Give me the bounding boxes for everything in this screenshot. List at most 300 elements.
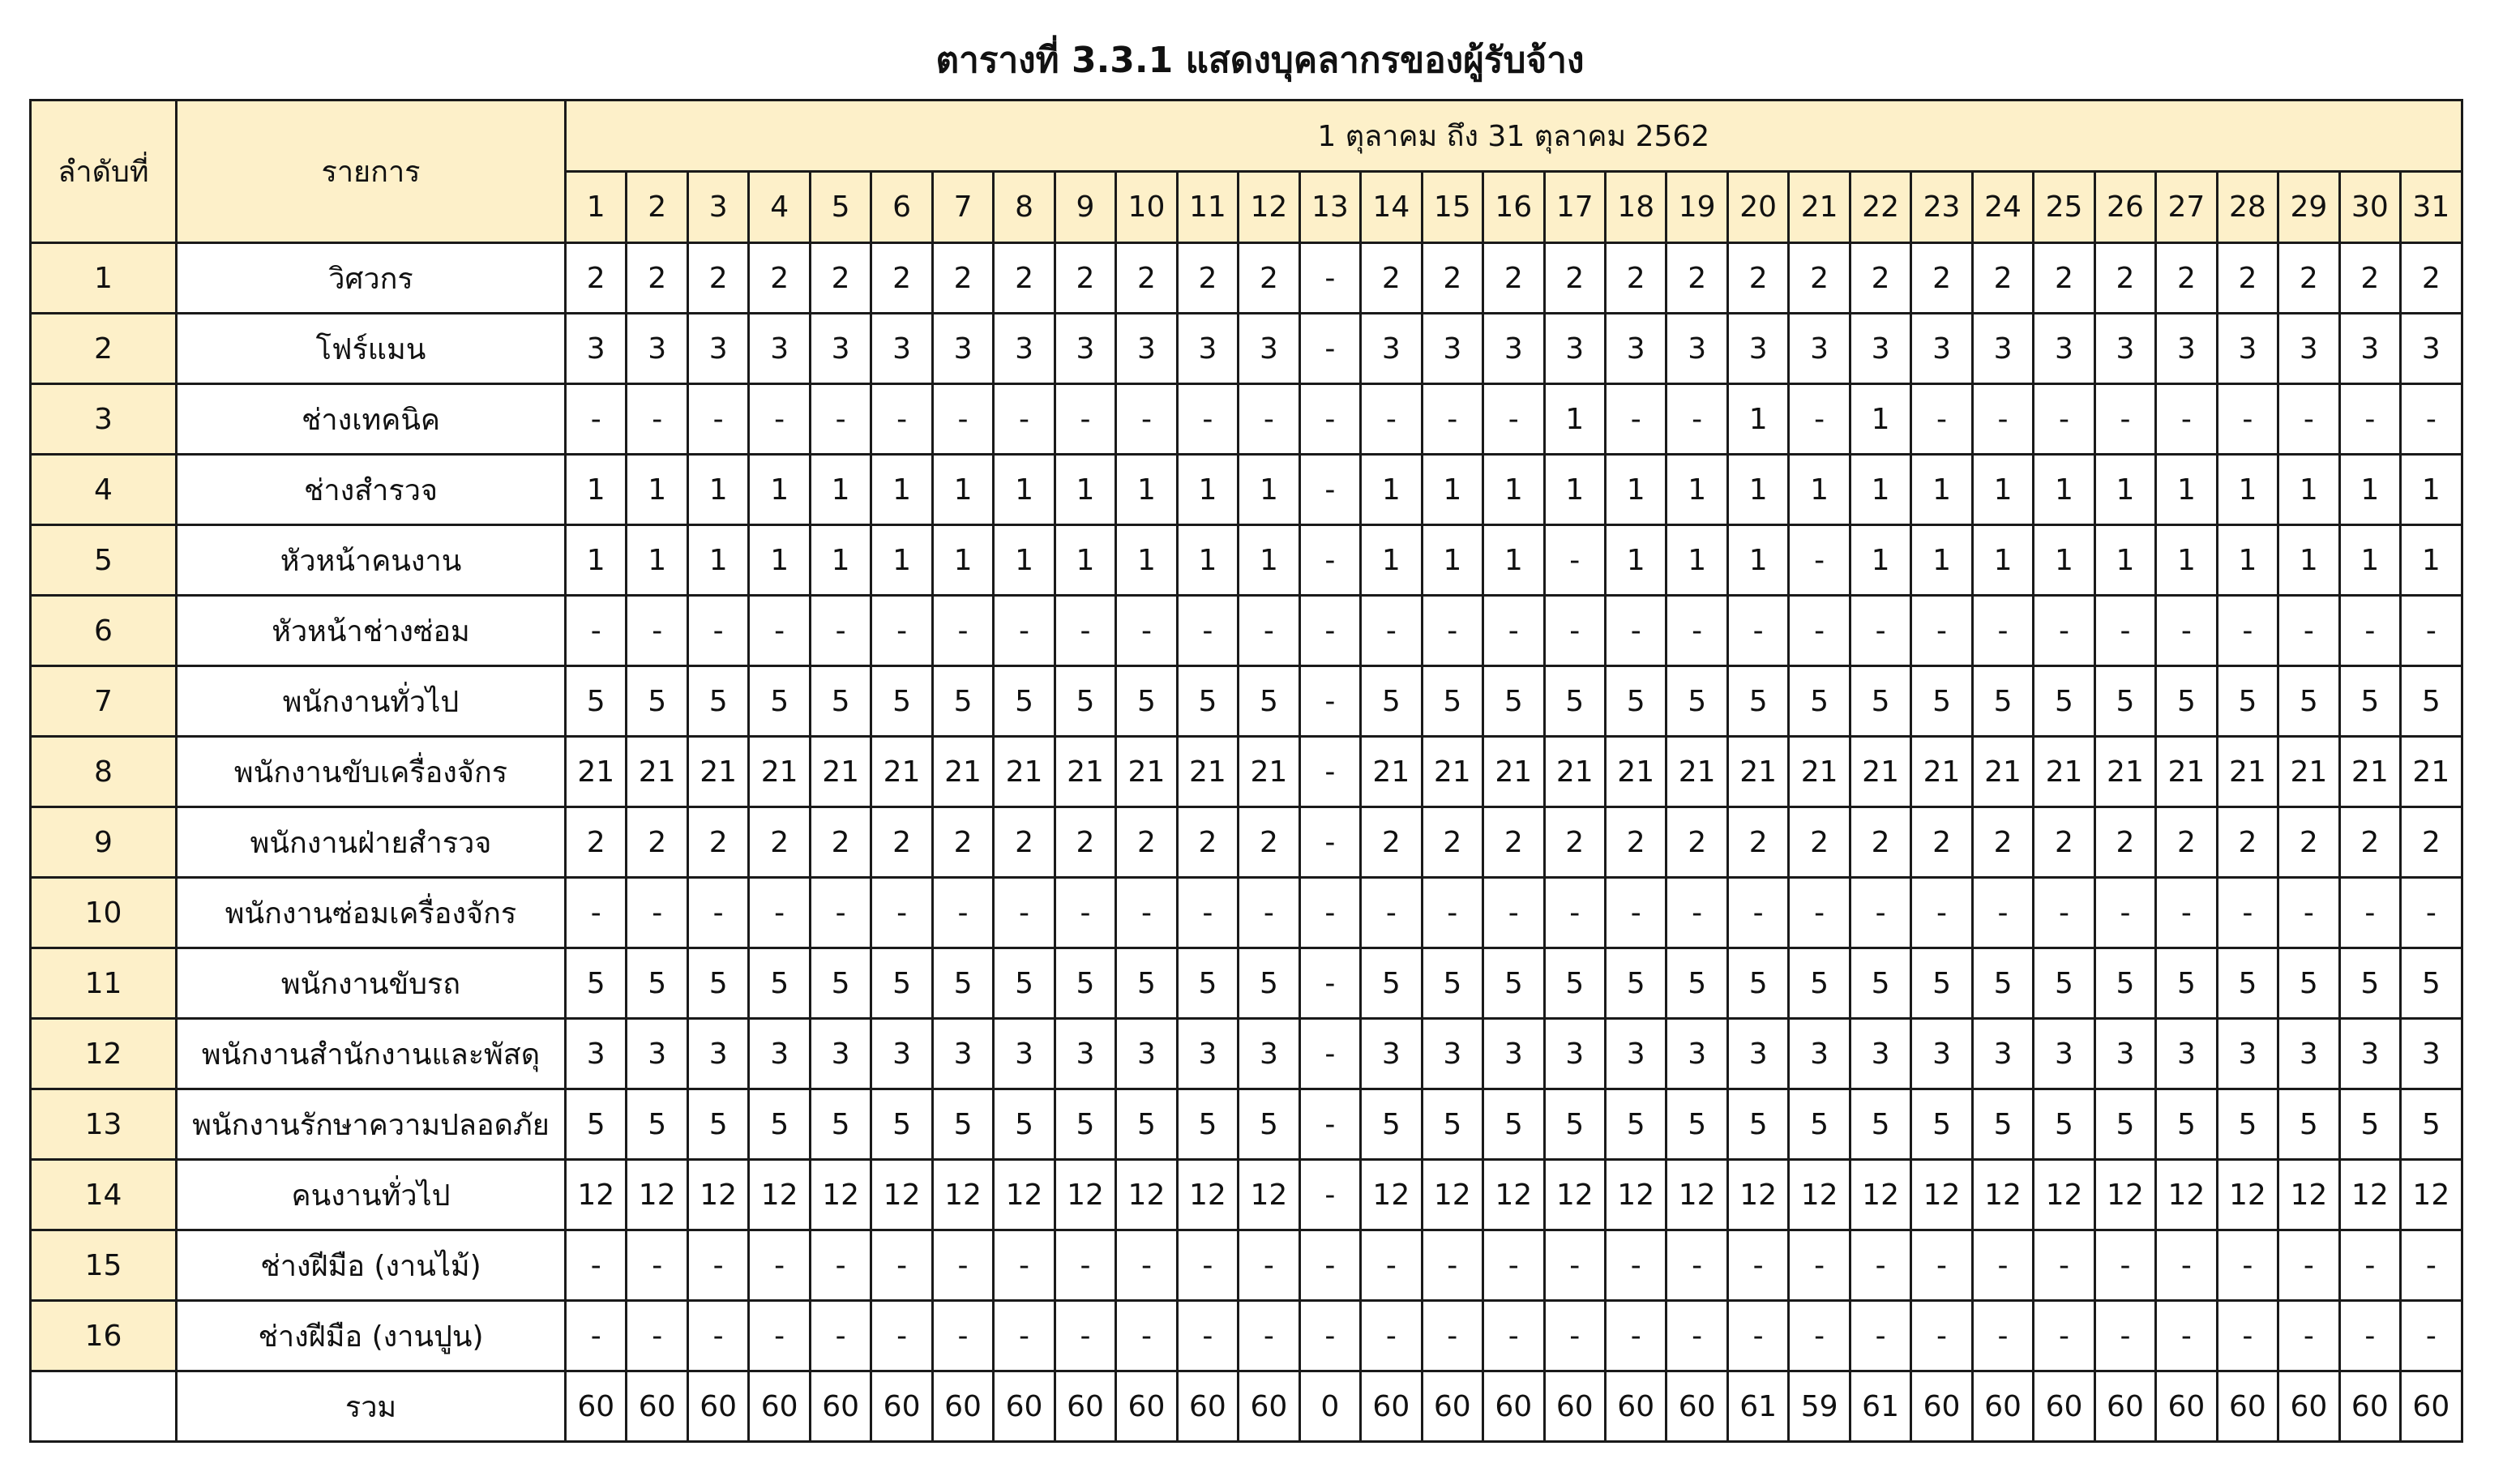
value-cell: - — [1911, 384, 1972, 455]
value-cell: 5 — [2401, 948, 2462, 1019]
total-row — [31, 1371, 2462, 1442]
day-header-22: 22 — [1850, 172, 1910, 243]
value-cell: 5 — [1727, 948, 1788, 1019]
value-cell: 1 — [1422, 525, 1482, 596]
value-cell: 1 — [1483, 455, 1544, 525]
value-cell: 5 — [1055, 1089, 1115, 1160]
value-cell: 12 — [749, 1160, 810, 1230]
row-item-label: วิศวกร — [177, 243, 566, 314]
table-row — [31, 1230, 2462, 1301]
value-cell: - — [1972, 1301, 2033, 1371]
total-value-cell: 60 — [2094, 1371, 2155, 1442]
value-cell: 12 — [1422, 1160, 1482, 1230]
total-value-cell: 60 — [687, 1371, 748, 1442]
value-cell: - — [810, 878, 871, 948]
value-cell: 2 — [1727, 243, 1788, 314]
total-label: รวม — [177, 1371, 566, 1442]
value-cell: - — [932, 1301, 993, 1371]
value-cell: - — [932, 1230, 993, 1301]
value-cell: 1 — [1605, 525, 1666, 596]
value-cell: 5 — [1483, 666, 1544, 737]
value-cell: - — [1727, 1230, 1788, 1301]
day-header-23: 23 — [1911, 172, 1972, 243]
value-cell: 3 — [2156, 1019, 2217, 1089]
value-cell: 2 — [566, 807, 627, 878]
value-cell: 1 — [2217, 525, 2278, 596]
column-header-no: ลำดับที่ — [31, 101, 177, 243]
value-cell: - — [1789, 596, 1850, 666]
row-item-label: พนักงานทั่วไป — [177, 666, 566, 737]
value-cell: 5 — [749, 666, 810, 737]
value-cell: - — [1850, 596, 1910, 666]
value-cell: 1 — [2034, 525, 2094, 596]
row-item-label: ช่างฝีมือ (งานไม้) — [177, 1230, 566, 1301]
value-cell: - — [749, 1230, 810, 1301]
value-cell: 1 — [687, 525, 748, 596]
value-cell: 1 — [566, 525, 627, 596]
value-cell: - — [1177, 1301, 1238, 1371]
total-value-cell: 60 — [932, 1371, 993, 1442]
value-cell: - — [2156, 1301, 2217, 1371]
value-cell: 2 — [2217, 807, 2278, 878]
value-cell: 5 — [2034, 1089, 2094, 1160]
table-row — [31, 243, 2462, 314]
value-cell: 5 — [2339, 1089, 2400, 1160]
value-cell: 21 — [871, 737, 932, 807]
value-cell: - — [1605, 878, 1666, 948]
day-header-17: 17 — [1544, 172, 1605, 243]
value-cell: 1 — [1177, 525, 1238, 596]
value-cell: 3 — [1177, 1019, 1238, 1089]
value-cell: 2 — [687, 807, 748, 878]
total-value-cell: 60 — [1544, 1371, 1605, 1442]
value-cell: 2 — [2278, 807, 2339, 878]
value-cell: - — [2339, 1230, 2400, 1301]
value-cell: 1 — [1972, 455, 2033, 525]
value-cell: 5 — [1666, 666, 1727, 737]
value-cell: 2 — [2339, 243, 2400, 314]
value-cell: - — [566, 1301, 627, 1371]
value-cell: - — [1361, 384, 1422, 455]
value-cell: - — [1299, 384, 1360, 455]
value-cell: 1 — [2401, 525, 2462, 596]
table-row — [31, 384, 2462, 455]
value-cell: 2 — [2156, 807, 2217, 878]
personnel-table — [29, 99, 2463, 1443]
value-cell: - — [2278, 596, 2339, 666]
total-value-cell: 60 — [2278, 1371, 2339, 1442]
row-number: 5 — [31, 525, 177, 596]
value-cell: 12 — [2401, 1160, 2462, 1230]
value-cell: 2 — [1116, 243, 1177, 314]
value-cell: 21 — [1850, 737, 1910, 807]
value-cell: - — [2094, 1301, 2155, 1371]
value-cell: 1 — [1055, 525, 1115, 596]
value-cell: 12 — [994, 1160, 1055, 1230]
value-cell: 5 — [627, 948, 687, 1019]
value-cell: 1 — [1116, 455, 1177, 525]
value-cell: 1 — [1239, 455, 1299, 525]
value-cell: 12 — [1483, 1160, 1544, 1230]
value-cell: 2 — [1422, 807, 1482, 878]
value-cell: 21 — [932, 737, 993, 807]
value-cell: 3 — [1422, 314, 1482, 384]
value-cell: 12 — [566, 1160, 627, 1230]
value-cell: 5 — [2278, 1089, 2339, 1160]
value-cell: 3 — [1422, 1019, 1482, 1089]
value-cell: 3 — [1789, 314, 1850, 384]
value-cell: 3 — [1789, 1019, 1850, 1089]
row-item-label: พนักงานสำนักงานและพัสดุ — [177, 1019, 566, 1089]
value-cell: 3 — [2339, 314, 2400, 384]
value-cell: 3 — [1605, 1019, 1666, 1089]
value-cell: - — [932, 878, 993, 948]
day-header-24: 24 — [1972, 172, 2033, 243]
value-cell: - — [627, 384, 687, 455]
value-cell: 1 — [2401, 455, 2462, 525]
value-cell: 5 — [1177, 1089, 1238, 1160]
value-cell: 2 — [2217, 243, 2278, 314]
value-cell: 2 — [2034, 243, 2094, 314]
value-cell: - — [994, 1301, 1055, 1371]
day-header-14: 14 — [1361, 172, 1422, 243]
value-cell: - — [1422, 384, 1482, 455]
value-cell: 12 — [1361, 1160, 1422, 1230]
value-cell: 1 — [1850, 455, 1910, 525]
value-cell: 2 — [994, 807, 1055, 878]
value-cell: 3 — [2094, 314, 2155, 384]
value-cell: - — [1299, 314, 1360, 384]
value-cell: 3 — [994, 1019, 1055, 1089]
value-cell: - — [1055, 1230, 1115, 1301]
value-cell: - — [2217, 1301, 2278, 1371]
value-cell: 3 — [1666, 314, 1727, 384]
value-cell: 5 — [1055, 666, 1115, 737]
value-cell: 1 — [687, 455, 748, 525]
value-cell: 5 — [1422, 666, 1482, 737]
value-cell: 2 — [1544, 243, 1605, 314]
value-cell: 3 — [1911, 1019, 1972, 1089]
value-cell: 3 — [1727, 314, 1788, 384]
day-header-30: 30 — [2339, 172, 2400, 243]
value-cell: 5 — [2278, 948, 2339, 1019]
value-cell: - — [1299, 737, 1360, 807]
table-row — [31, 525, 2462, 596]
value-cell: 1 — [2339, 455, 2400, 525]
value-cell: - — [1116, 596, 1177, 666]
row-item-label: ช่างสำรวจ — [177, 455, 566, 525]
value-cell: 3 — [2034, 1019, 2094, 1089]
value-cell: - — [566, 596, 627, 666]
day-header-18: 18 — [1605, 172, 1666, 243]
value-cell: - — [1544, 878, 1605, 948]
value-cell: - — [1116, 1230, 1177, 1301]
value-cell: 2 — [1116, 807, 1177, 878]
value-cell: 5 — [810, 666, 871, 737]
value-cell: 2 — [1727, 807, 1788, 878]
value-cell: 2 — [749, 243, 810, 314]
day-header-19: 19 — [1666, 172, 1727, 243]
value-cell: 5 — [1544, 1089, 1605, 1160]
value-cell: - — [1177, 1230, 1238, 1301]
value-cell: 5 — [2278, 666, 2339, 737]
value-cell: 5 — [2094, 1089, 2155, 1160]
value-cell: - — [1239, 878, 1299, 948]
value-cell: 3 — [1483, 1019, 1544, 1089]
value-cell: 12 — [1666, 1160, 1727, 1230]
value-cell: 5 — [1177, 948, 1238, 1019]
value-cell: 3 — [566, 314, 627, 384]
row-number: 1 — [31, 243, 177, 314]
value-cell: 2 — [1605, 807, 1666, 878]
day-header-6: 6 — [871, 172, 932, 243]
value-cell: - — [994, 384, 1055, 455]
value-cell: 3 — [687, 314, 748, 384]
value-cell: - — [1361, 1301, 1422, 1371]
value-cell: 21 — [2339, 737, 2400, 807]
value-cell: 5 — [1361, 666, 1422, 737]
value-cell: - — [1299, 455, 1360, 525]
row-number: 6 — [31, 596, 177, 666]
row-item-label: พนักงานรักษาความปลอดภัย — [177, 1089, 566, 1160]
value-cell: 5 — [1422, 1089, 1482, 1160]
value-cell: - — [1727, 878, 1788, 948]
value-cell: 2 — [871, 243, 932, 314]
value-cell: 5 — [2034, 948, 2094, 1019]
value-cell: 3 — [932, 1019, 993, 1089]
value-cell: - — [1544, 596, 1605, 666]
day-header-2: 2 — [627, 172, 687, 243]
value-cell: - — [1544, 525, 1605, 596]
value-cell: 2 — [2339, 807, 2400, 878]
value-cell: - — [1055, 878, 1115, 948]
value-cell: 5 — [1911, 1089, 1972, 1160]
value-cell: 3 — [1544, 1019, 1605, 1089]
value-cell: 5 — [994, 948, 1055, 1019]
value-cell: - — [2034, 1230, 2094, 1301]
value-cell: 1 — [932, 525, 993, 596]
value-cell: - — [1605, 1230, 1666, 1301]
value-cell: 5 — [1116, 948, 1177, 1019]
value-cell: 3 — [1605, 314, 1666, 384]
day-header-29: 29 — [2278, 172, 2339, 243]
value-cell: - — [1299, 1019, 1360, 1089]
day-header-1: 1 — [566, 172, 627, 243]
value-cell: 2 — [810, 807, 871, 878]
value-cell: 5 — [2094, 948, 2155, 1019]
value-cell: - — [1605, 1301, 1666, 1371]
value-cell: 5 — [749, 1089, 810, 1160]
value-cell: 12 — [627, 1160, 687, 1230]
value-cell: 3 — [2339, 1019, 2400, 1089]
value-cell: 2 — [2094, 243, 2155, 314]
value-cell: - — [810, 596, 871, 666]
value-cell: - — [2217, 878, 2278, 948]
value-cell: 5 — [1666, 1089, 1727, 1160]
value-cell: - — [1177, 596, 1238, 666]
value-cell: 12 — [1544, 1160, 1605, 1230]
value-cell: - — [2034, 878, 2094, 948]
value-cell: 1 — [2339, 525, 2400, 596]
day-header-10: 10 — [1116, 172, 1177, 243]
day-header-16: 16 — [1483, 172, 1544, 243]
value-cell: 12 — [1850, 1160, 1910, 1230]
value-cell: 5 — [2217, 666, 2278, 737]
value-cell: 3 — [2401, 314, 2462, 384]
value-cell: 5 — [1789, 948, 1850, 1019]
value-cell: - — [1911, 1230, 1972, 1301]
value-cell: 21 — [2278, 737, 2339, 807]
value-cell: - — [932, 384, 993, 455]
value-cell: - — [1789, 1230, 1850, 1301]
value-cell: 21 — [1177, 737, 1238, 807]
value-cell: 1 — [2034, 455, 2094, 525]
value-cell: 3 — [566, 1019, 627, 1089]
value-cell: 5 — [749, 948, 810, 1019]
value-cell: 2 — [1177, 243, 1238, 314]
value-cell: 21 — [1361, 737, 1422, 807]
value-cell: - — [2401, 1301, 2462, 1371]
day-header-4: 4 — [749, 172, 810, 243]
value-cell: 3 — [749, 1019, 810, 1089]
total-value-cell: 60 — [1605, 1371, 1666, 1442]
value-cell: 1 — [1850, 525, 1910, 596]
value-cell: 2 — [1239, 807, 1299, 878]
total-value-cell: 60 — [749, 1371, 810, 1442]
value-cell: - — [1850, 878, 1910, 948]
table-row — [31, 1089, 2462, 1160]
value-cell: - — [2339, 878, 2400, 948]
value-cell: - — [1239, 384, 1299, 455]
total-value-cell: 60 — [1116, 1371, 1177, 1442]
value-cell: - — [749, 384, 810, 455]
value-cell: - — [687, 596, 748, 666]
value-cell: 5 — [1177, 666, 1238, 737]
value-cell: 5 — [2156, 948, 2217, 1019]
value-cell: - — [1422, 596, 1482, 666]
row-number: 8 — [31, 737, 177, 807]
day-header-7: 7 — [932, 172, 993, 243]
total-value-cell: 60 — [871, 1371, 932, 1442]
value-cell: - — [1972, 1230, 2033, 1301]
value-cell: - — [1727, 596, 1788, 666]
value-cell: 3 — [1361, 1019, 1422, 1089]
value-cell: 12 — [810, 1160, 871, 1230]
value-cell: - — [1361, 596, 1422, 666]
value-cell: 5 — [1666, 948, 1727, 1019]
value-cell: 12 — [2156, 1160, 2217, 1230]
value-cell: 5 — [2401, 1089, 2462, 1160]
value-cell: 3 — [1239, 1019, 1299, 1089]
value-cell: - — [1299, 1230, 1360, 1301]
value-cell: - — [2034, 384, 2094, 455]
value-cell: 2 — [1483, 243, 1544, 314]
value-cell: 2 — [1972, 807, 2033, 878]
value-cell: 5 — [2339, 666, 2400, 737]
value-cell: - — [871, 878, 932, 948]
value-cell: 2 — [1055, 243, 1115, 314]
value-cell: 3 — [810, 1019, 871, 1089]
value-cell: 2 — [810, 243, 871, 314]
value-cell: - — [1911, 878, 1972, 948]
value-cell: - — [2156, 1230, 2217, 1301]
value-cell: 12 — [1605, 1160, 1666, 1230]
day-header-13: 13 — [1299, 172, 1360, 243]
value-cell: - — [810, 1230, 871, 1301]
value-cell: - — [2094, 878, 2155, 948]
value-cell: 3 — [871, 314, 932, 384]
value-cell: 12 — [2094, 1160, 2155, 1230]
total-value-cell: 60 — [2401, 1371, 2462, 1442]
value-cell: 12 — [2034, 1160, 2094, 1230]
value-cell: 1 — [2217, 455, 2278, 525]
value-cell: - — [749, 596, 810, 666]
value-cell: 2 — [749, 807, 810, 878]
value-cell: 5 — [1544, 948, 1605, 1019]
value-cell: 2 — [1422, 243, 1482, 314]
value-cell: 3 — [810, 314, 871, 384]
value-cell: 2 — [871, 807, 932, 878]
value-cell: 12 — [2278, 1160, 2339, 1230]
value-cell: 1 — [1055, 455, 1115, 525]
value-cell: 21 — [749, 737, 810, 807]
value-cell: 1 — [1544, 455, 1605, 525]
value-cell: 1 — [1789, 455, 1850, 525]
value-cell: - — [2339, 596, 2400, 666]
value-cell: 3 — [1544, 314, 1605, 384]
row-number: 9 — [31, 807, 177, 878]
value-cell: 12 — [1727, 1160, 1788, 1230]
value-cell: - — [2156, 596, 2217, 666]
value-cell: - — [1299, 666, 1360, 737]
value-cell: - — [687, 878, 748, 948]
value-cell: 5 — [1789, 1089, 1850, 1160]
day-header-5: 5 — [810, 172, 871, 243]
value-cell: 2 — [1605, 243, 1666, 314]
value-cell: 2 — [627, 243, 687, 314]
value-cell: - — [1299, 596, 1360, 666]
value-cell: 12 — [1239, 1160, 1299, 1230]
value-cell: 21 — [627, 737, 687, 807]
value-cell: 2 — [1666, 243, 1727, 314]
value-cell: 12 — [1055, 1160, 1115, 1230]
value-cell: 5 — [2217, 948, 2278, 1019]
value-cell: - — [2034, 1301, 2094, 1371]
value-cell: 3 — [1116, 314, 1177, 384]
value-cell: 5 — [871, 1089, 932, 1160]
value-cell: 1 — [1177, 455, 1238, 525]
value-cell: 12 — [1116, 1160, 1177, 1230]
value-cell: - — [1361, 1230, 1422, 1301]
value-cell: - — [1544, 1301, 1605, 1371]
value-cell: - — [994, 878, 1055, 948]
value-cell: 5 — [1972, 948, 2033, 1019]
row-number: 15 — [31, 1230, 177, 1301]
value-cell: - — [2278, 878, 2339, 948]
value-cell: - — [1911, 1301, 1972, 1371]
value-cell: 1 — [1544, 384, 1605, 455]
day-header-9: 9 — [1055, 172, 1115, 243]
value-cell: 3 — [1239, 314, 1299, 384]
value-cell: - — [2094, 596, 2155, 666]
value-cell: 5 — [871, 948, 932, 1019]
value-cell: 5 — [1911, 666, 1972, 737]
value-cell: - — [994, 596, 1055, 666]
total-value-cell: 60 — [627, 1371, 687, 1442]
value-cell: - — [2094, 384, 2155, 455]
value-cell: - — [1483, 878, 1544, 948]
table-row — [31, 666, 2462, 737]
